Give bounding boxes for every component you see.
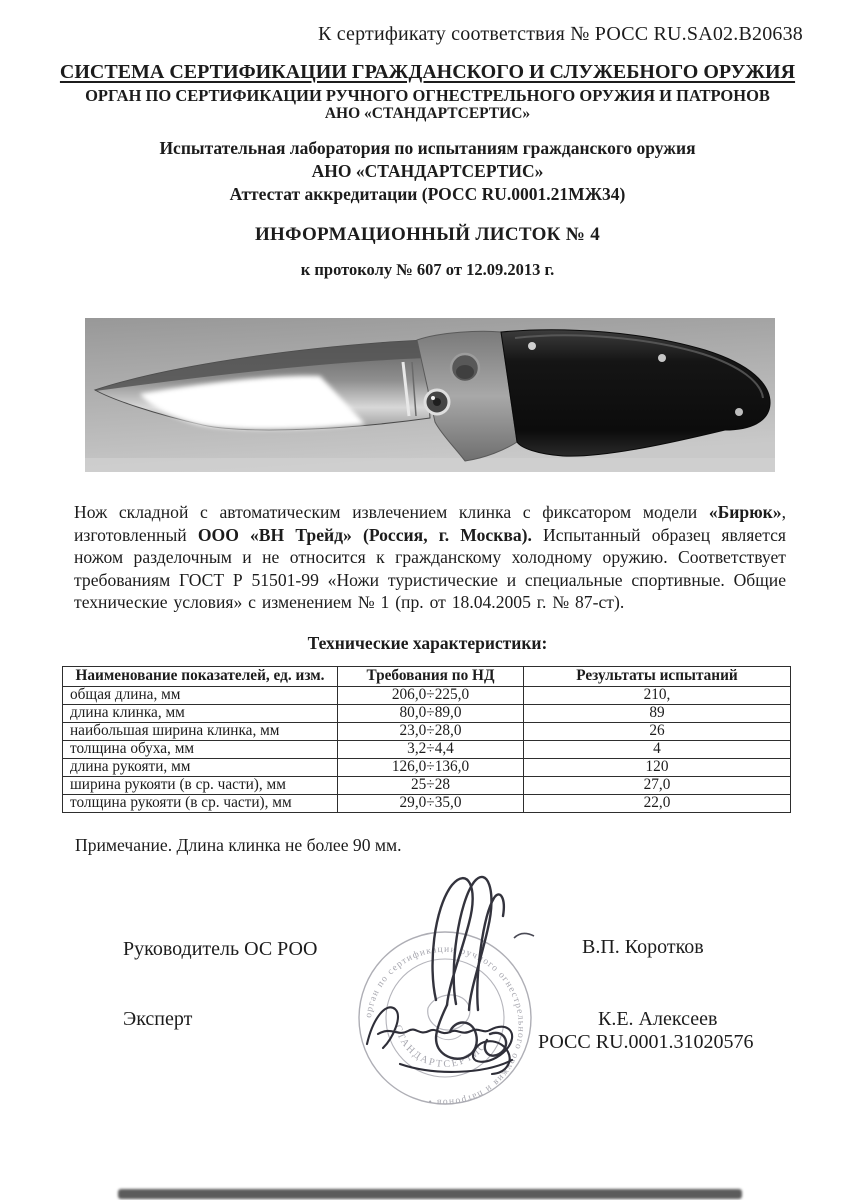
signer-role-expert: Эксперт [123,1008,193,1030]
table-title: Технические характеристики: [307,633,548,653]
protocol-line: к протоколу № 607 от 12.09.2013 г. [300,260,555,279]
round-stamp [340,868,570,1118]
expert-registration-number: РОСС RU.0001.31020576 [538,1031,754,1053]
descr-seg1: Нож складной с автоматическим извлечением клинка с фиксатором модели [74,502,709,522]
manufacturer-name: ООО «ВН Трейд» (Россия, г. Москва). [197,524,532,545]
note-line: Примечание. Длина клинка не более 90 мм. [75,835,402,855]
handle-rivet [735,408,743,416]
signature-tick [514,933,534,938]
certification-body-name: АНО «СТАНДАРТСЕРТИС» [324,105,531,122]
table-row: толщина рукояти (в ср. части), мм 29,0÷35,0 22,0 [63,795,791,813]
test-lab-name: АНО «СТАНДАРТСЕРТИС» [311,161,544,181]
col-header-result: Результаты испытаний [524,667,791,687]
certificate-reference-line: К сертификату соответствия № РОСС RU.SA02.B20638 [317,23,803,45]
table-row: наибольшая ширина клинка, мм 23,0÷28,0 26 [63,723,791,741]
table-row: длина рукояти, мм 126,0÷136,0 120 [63,759,791,777]
signer-name-head: В.П. Коротков [582,936,704,958]
table-row: общая длина, мм 206,0÷225,0 210, [63,687,791,705]
document-title: ИНФОРМАЦИОННЫЙ ЛИСТОК № 4 [254,224,601,245]
table-row: ширина рукояти (в ср. части), мм 25÷28 27,0 [63,777,791,795]
signer-role-head: Руководитель ОС РОО [123,938,318,960]
description-paragraph [74,501,786,614]
certification-body-line: ОРГАН ПО СЕРТИФИКАЦИИ РУЧНОГО ОГНЕСТРЕЛЬНОГО ОРУЖИЯ И ПАТРОНОВ [85,86,770,105]
handle-rivet [658,354,666,362]
test-lab-line: Испытательная лаборатория по испытаниям гражданского оружия [159,138,696,158]
table-row: длина клинка, мм 80,0÷89,0 89 [63,705,791,723]
col-header-parameter: Наименование показателей, ед. изм. [63,667,338,687]
stamp-outer-ring [359,932,531,1104]
descr-seg5: Испытанный образец является ножом разделочным и не относится к гражданскому холодному оружию. Соответствует требованиям ГОСТ Р 51501-99 «Ножи туристические и специальные спортивные. Общие технические условия» с изменением № 1 (пр. от 18.04.2005 г. № 87-ст). [74,524,787,613]
scan-bottom-band [118,1189,742,1199]
model-name: «Бирюк» [708,502,782,522]
system-title: СИСТЕМА СЕРТИФИКАЦИИ ГРАЖДАНСКОГО И СЛУЖЕБНОГО ОРУЖИЯ [59,61,796,83]
table-header-row [63,667,791,687]
col-header-requirement: Требования по НД [338,667,524,687]
descr-seg3: , изготовленный [74,502,786,545]
stamp-inner-text: СТАНДАРТСЕРТИС [391,1023,490,1071]
table-row: толщина обуха, мм 3,2÷4,4 4 [63,741,791,759]
stamp-rim-text: орган по сертификации ручного огнестрельного оружия и патронов • [364,944,526,1107]
accreditation-line: Аттестат аккредитации (РОСС RU.0001.21МЖ34) [229,184,626,204]
knife-photo [85,318,775,472]
signer-name-expert: К.Е. Алексеев [598,1008,718,1030]
handle-rivet [528,342,536,350]
spec-table [62,666,791,813]
